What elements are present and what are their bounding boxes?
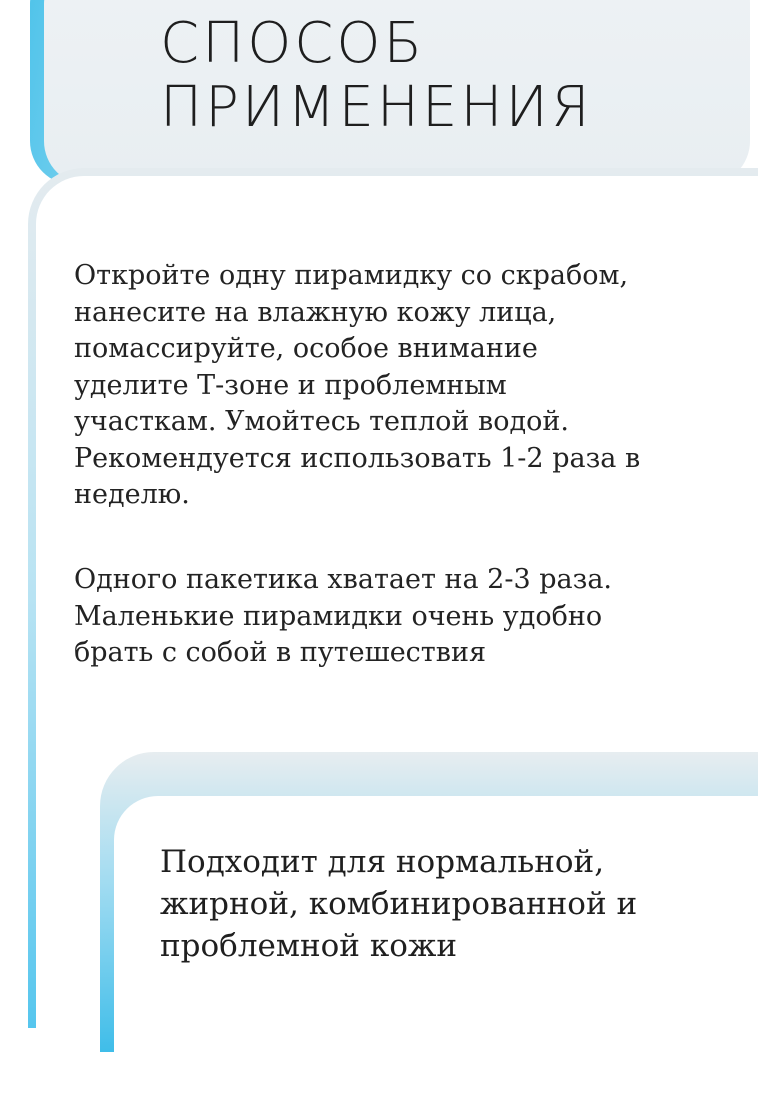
page-title-line-2: ПРИМЕНЕНИЯ xyxy=(160,75,593,140)
instructions-paragraph-2: Одного пакетика хватает на 2-3 раза. Маленькие пирамидки очень удобно брать с собой в путешествия xyxy=(74,564,613,668)
suitability-text: Подходит для нормальной, жирной, комбинированной и проблемной кожи xyxy=(160,844,638,964)
page-title xyxy=(160,12,720,140)
page-title-line-1: СПОСОБ xyxy=(160,11,425,76)
instructions-paragraph-1: Откройте одну пирамидку со скрабом, нанесите на влажную кожу лица, помассируйте, особое внимание уделите Т-зоне и проблемным участкам. Умойтесь теплой водой. Рекомендуется использовать 1-2 раза в неделю. xyxy=(74,260,641,510)
